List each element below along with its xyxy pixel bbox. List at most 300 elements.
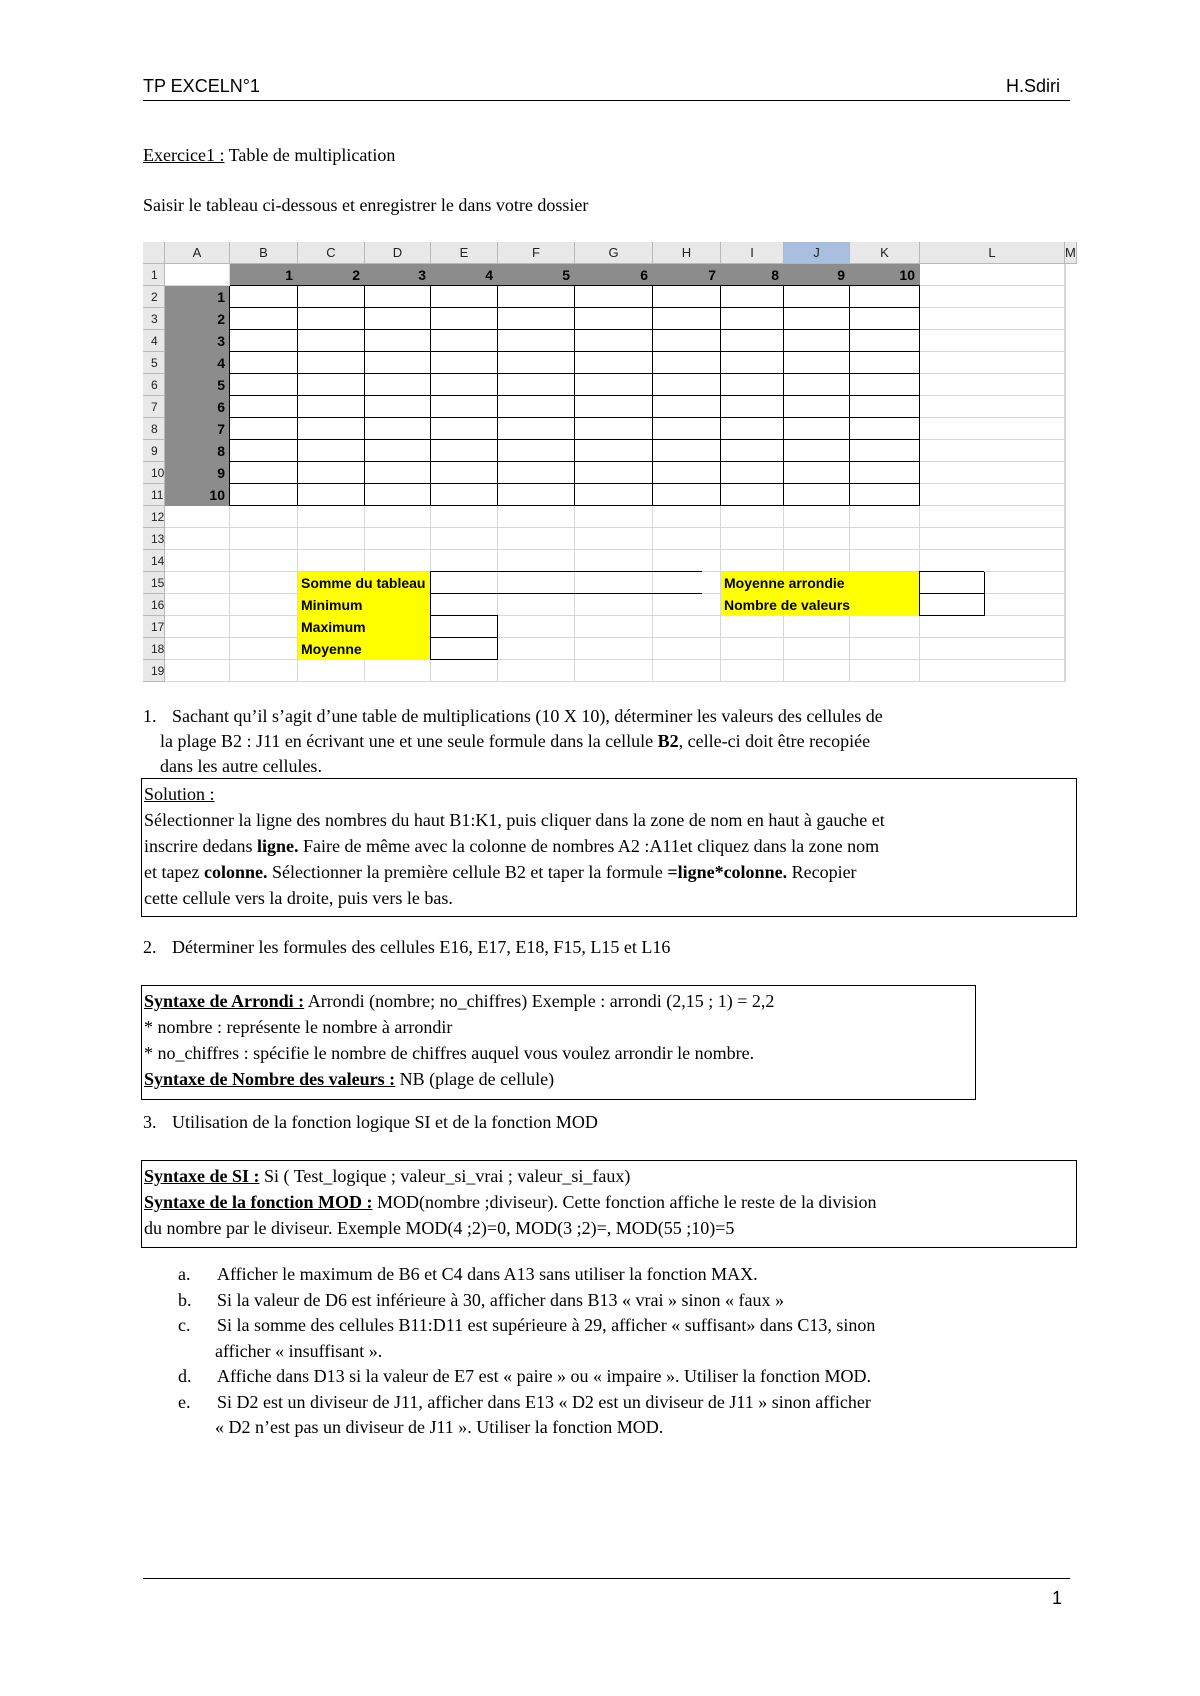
page-header (143, 72, 1070, 101)
grid-cell (721, 616, 784, 638)
grid-cell (498, 528, 575, 550)
column-header-m: M (1065, 242, 1077, 264)
row-number-cell: 4 (165, 352, 230, 374)
grid-cell (298, 660, 365, 682)
header-number-cell: 10 (850, 264, 920, 286)
grid-cell (850, 484, 920, 506)
grid-cell (431, 330, 498, 352)
grid-cell (653, 396, 721, 418)
si-line-1 (144, 1163, 1076, 1189)
table-border (430, 637, 498, 638)
grid-cell (850, 308, 920, 330)
spreadsheet-table (143, 242, 1076, 682)
nb-title: Syntaxe de Nombre des valeurs : (144, 1069, 396, 1089)
column-header-d: D (365, 242, 431, 264)
grid-cell (431, 484, 498, 506)
label-moyenne-arrondie: Moyenne arrondie (721, 572, 920, 594)
grid-cell (1065, 594, 1066, 616)
row-number-cell: 7 (165, 418, 230, 440)
solution-line-1: Sélectionner la ligne des nombres du haut B1:K1, puis cliquer dans la zone de nom en haut à gauche et (144, 810, 885, 830)
grid-cell (298, 484, 365, 506)
grid-cell (298, 506, 365, 528)
row-number-cell: 8 (165, 440, 230, 462)
grid-cell (784, 440, 850, 462)
grid-cell (431, 352, 498, 374)
grid-cell (165, 638, 230, 660)
table-border (497, 616, 498, 660)
grid-cell (575, 594, 653, 616)
grid-cell (230, 594, 298, 616)
grid-cell (431, 374, 498, 396)
row-header-19: 19 (143, 660, 165, 682)
grid-cell (1065, 308, 1066, 330)
task-letter: d. (178, 1366, 192, 1386)
mod-l2: MOD(nombre ;diviseur). Cette fonction affiche le reste de la division (372, 1192, 877, 1212)
task-letter: e. (178, 1391, 191, 1412)
grid-cell (721, 462, 784, 484)
grid-cell (920, 572, 1065, 594)
grid-cell (575, 418, 653, 440)
grid-cell (365, 506, 431, 528)
table-border (652, 286, 653, 506)
question-1-number: 1. (143, 706, 157, 726)
grid-cell (1065, 264, 1066, 286)
table-border (783, 286, 784, 506)
grid-cell (784, 330, 850, 352)
grid-cell (498, 374, 575, 396)
grid-cell (365, 352, 431, 374)
grid-cell (498, 506, 575, 528)
grid-cell (850, 660, 920, 682)
task-line: Affiche dans D13 si la valeur de E7 est « paire » ou « impaire ». Utiliser la fonction MOD. (217, 1366, 872, 1386)
grid-cell (498, 594, 575, 616)
solution-line-3 (144, 859, 1076, 885)
row-number-cell: 1 (165, 286, 230, 308)
grid-cell (575, 550, 653, 572)
grid-cell (653, 550, 721, 572)
grid-cell (575, 462, 653, 484)
column-header-j: J (784, 242, 850, 264)
mod-line-2 (144, 1189, 1076, 1215)
arrondi-title: Syntaxe de Arrondi : (144, 991, 305, 1011)
grid-cell (298, 352, 365, 374)
grid-cell (165, 594, 230, 616)
grid-cell (365, 418, 431, 440)
grid-cell (431, 418, 498, 440)
header-author: H.Sdiri (1005, 76, 1060, 96)
row-header-2: 2 (143, 286, 165, 308)
grid-cell (498, 308, 575, 330)
grid-cell (653, 286, 721, 308)
grid-cell (653, 616, 721, 638)
grid-cell (850, 528, 920, 550)
nb-l4: NB (plage de cellule) (395, 1069, 555, 1089)
grid-cell (498, 484, 575, 506)
grid-cell (498, 462, 575, 484)
grid-cell (920, 528, 1065, 550)
grid-cell (784, 616, 850, 638)
table-border (364, 286, 365, 506)
grid-cell (920, 396, 1065, 418)
grid-cell (1065, 374, 1066, 396)
grid-cell (850, 396, 920, 418)
column-header-l: L (920, 242, 1065, 264)
grid-cell (298, 308, 365, 330)
grid-cell (653, 484, 721, 506)
column-header-g: G (575, 242, 653, 264)
row-header-1: 1 (143, 264, 165, 286)
grid-cell (850, 330, 920, 352)
grid-cell (575, 308, 653, 330)
grid-cell (498, 440, 575, 462)
column-header-f: F (498, 242, 575, 264)
grid-cell (850, 638, 920, 660)
grid-cell (230, 308, 298, 330)
q1-bold-b2: B2 (657, 731, 679, 751)
row-header-12: 12 (143, 506, 165, 528)
table-border (720, 286, 721, 506)
grid-cell (431, 286, 498, 308)
grid-cell (165, 528, 230, 550)
row-number-cell: 6 (165, 396, 230, 418)
grid-cell (653, 528, 721, 550)
grid-cell (230, 286, 298, 308)
grid-cell (784, 308, 850, 330)
grid-cell (230, 550, 298, 572)
grid-cell (575, 396, 653, 418)
row-header-10: 10 (143, 462, 165, 484)
table-border (230, 483, 920, 484)
grid-cell (850, 616, 920, 638)
question-1-line-2 (160, 729, 870, 753)
grid-cell (230, 374, 298, 396)
grid-cell (431, 594, 498, 616)
grid-cell (1065, 352, 1066, 374)
solution-line-4: cette cellule vers la droite, puis vers le bas. (144, 888, 453, 908)
grid-cell (230, 528, 298, 550)
grid-cell (1065, 462, 1066, 484)
row-header-14: 14 (143, 550, 165, 572)
header-title: TP EXCELN°1 (143, 76, 260, 96)
table-border (919, 593, 984, 594)
header-number-cell: 9 (784, 264, 850, 286)
grid-cell (298, 550, 365, 572)
row-number-cell: 9 (165, 462, 230, 484)
table-border (230, 351, 920, 352)
column-header-e: E (431, 242, 498, 264)
row-header-17: 17 (143, 616, 165, 638)
solution-box (141, 778, 1077, 917)
arrondi-syntax-box (141, 985, 976, 1100)
grid-cell (431, 616, 498, 638)
table-border (230, 307, 920, 308)
task-letter: b. (178, 1289, 192, 1310)
grid-cell (1065, 660, 1066, 682)
grid-cell (653, 572, 721, 594)
mod-line-3: du nombre par le diviseur. Exemple MOD(4 ;2)=0, MOD(3 ;2)=, MOD(55 ;10)=5 (144, 1218, 735, 1238)
grid-cell (1065, 528, 1066, 550)
grid-cell (575, 440, 653, 462)
sol-l3c: Sélectionner la première cellule B2 et taper la formule (267, 862, 668, 882)
mod-title: Syntaxe de la fonction MOD : (144, 1192, 373, 1212)
grid-cell (365, 660, 431, 682)
table-border (919, 571, 984, 572)
grid-cell (653, 462, 721, 484)
grid-cell (920, 660, 1065, 682)
arrondi-line-2: * nombre : représente le nombre à arrondir (144, 1017, 453, 1037)
column-header-k: K (850, 242, 920, 264)
grid-cell (498, 396, 575, 418)
grid-cell (498, 352, 575, 374)
grid-cell (653, 660, 721, 682)
grid-cell (165, 572, 230, 594)
grid-cell (1065, 638, 1066, 660)
table-border (497, 286, 498, 506)
grid-cell (784, 374, 850, 396)
exercise-heading (143, 143, 395, 167)
task-letter: c. (178, 1315, 191, 1335)
sheet-corner (143, 242, 165, 264)
grid-cell (230, 462, 298, 484)
row-number-cell: 5 (165, 374, 230, 396)
row-number-cell: 2 (165, 308, 230, 330)
column-header-c: C (298, 242, 365, 264)
question-3-number: 3. (143, 1112, 157, 1132)
header-number-cell: 6 (575, 264, 653, 286)
grid-cell (1065, 418, 1066, 440)
grid-cell (298, 528, 365, 550)
grid-cell (721, 484, 784, 506)
grid-cell (431, 638, 498, 660)
table-border (430, 572, 431, 660)
grid-cell (721, 638, 784, 660)
grid-cell (230, 440, 298, 462)
column-header-i: I (721, 242, 784, 264)
grid-cell (850, 550, 920, 572)
grid-cell (920, 418, 1065, 440)
table-border (230, 505, 920, 506)
row-header-8: 8 (143, 418, 165, 440)
grid-cell (850, 286, 920, 308)
grid-cell (230, 330, 298, 352)
header-number-cell: 3 (365, 264, 431, 286)
grid-cell (1065, 572, 1066, 594)
task-letter: a. (178, 1264, 191, 1284)
question-2-text: Déterminer les formules des cellules E16, E17, E18, F15, L15 et L16 (172, 937, 671, 957)
table-border (230, 373, 920, 374)
grid-cell (784, 528, 850, 550)
sol-l3b: colonne. (203, 862, 268, 882)
si-mod-syntax-box (141, 1160, 1077, 1248)
grid-cell (784, 638, 850, 660)
grid-cell (1065, 506, 1066, 528)
grid-cell (575, 528, 653, 550)
table-border (230, 395, 920, 396)
grid-cell (365, 286, 431, 308)
grid-cell (920, 616, 1065, 638)
task-line: afficher « insuffisant ». (215, 1340, 383, 1361)
header-number-cell: 4 (431, 264, 498, 286)
sol-l3e: Recopier (787, 862, 857, 882)
row-header-18: 18 (143, 638, 165, 660)
grid-cell (575, 484, 653, 506)
table-border (919, 286, 920, 506)
grid-cell (575, 352, 653, 374)
grid-cell (165, 660, 230, 682)
grid-cell (230, 660, 298, 682)
table-border (849, 286, 850, 506)
grid-cell (230, 506, 298, 528)
grid-cell (298, 418, 365, 440)
solution-line-2 (144, 833, 1076, 859)
grid-cell (653, 374, 721, 396)
arrondi-line-3: * no_chiffres : spécifie le nombre de chiffres auquel vous voulez arrondir le nombre. (144, 1043, 755, 1063)
grid-cell (498, 418, 575, 440)
grid-cell (1065, 484, 1066, 506)
grid-cell (721, 418, 784, 440)
row-number-cell: 10 (165, 484, 230, 506)
grid-cell (575, 616, 653, 638)
question-3-text: Utilisation de la fonction logique SI et de la fonction MOD (172, 1112, 598, 1132)
grid-cell (575, 572, 653, 594)
grid-cell (920, 594, 1065, 616)
grid-cell (431, 396, 498, 418)
grid-cell (431, 660, 498, 682)
grid-cell (920, 308, 1065, 330)
grid-cell (920, 440, 1065, 462)
grid-cell (165, 550, 230, 572)
grid-cell (920, 374, 1065, 396)
grid-cell (850, 374, 920, 396)
exercise-label: Exercice1 : (143, 145, 225, 165)
grid-cell (498, 286, 575, 308)
grid-cell (298, 440, 365, 462)
grid-cell (784, 286, 850, 308)
grid-cell (653, 594, 721, 616)
question-2-number: 2. (143, 937, 157, 957)
grid-cell (920, 286, 1065, 308)
row-header-7: 7 (143, 396, 165, 418)
grid-cell (365, 308, 431, 330)
table-border (574, 286, 575, 506)
grid-cell (365, 396, 431, 418)
grid-cell (165, 264, 230, 286)
grid-cell (653, 308, 721, 330)
q1-text-c: , celle-ci doit être recopiée (678, 731, 871, 751)
grid-cell (920, 264, 1065, 286)
grid-cell (721, 550, 784, 572)
row-header-9: 9 (143, 440, 165, 462)
grid-cell (230, 638, 298, 660)
table-border (230, 461, 920, 462)
grid-cell (784, 550, 850, 572)
grid-cell (365, 550, 431, 572)
row-header-5: 5 (143, 352, 165, 374)
row-header-11: 11 (143, 484, 165, 506)
instruction-text: Saisir le tableau ci-dessous et enregistrer le dans votre dossier (143, 195, 589, 215)
grid-cell (298, 374, 365, 396)
header-number-cell: 8 (721, 264, 784, 286)
grid-cell (784, 396, 850, 418)
header-number-cell: 1 (230, 264, 298, 286)
question-1-line-1: Sachant qu’il s’agit d’une table de multiplications (10 X 10), déterminer les valeurs des cellules de (172, 706, 883, 726)
column-header-b: B (230, 242, 298, 264)
table-border (430, 571, 702, 572)
grid-cell (230, 418, 298, 440)
row-header-13: 13 (143, 528, 165, 550)
sol-l2a: inscrire dedans (144, 836, 257, 856)
grid-cell (1065, 550, 1066, 572)
grid-cell (784, 352, 850, 374)
label-minimum: Minimum (298, 594, 431, 616)
sol-l2c: Faire de même avec la colonne de nombres A2 :A11et cliquez dans la zone nom (298, 836, 880, 856)
arrondi-line-4 (144, 1066, 975, 1092)
grid-cell (498, 616, 575, 638)
grid-cell (920, 352, 1065, 374)
arrondi-line-1 (144, 988, 975, 1014)
row-header-3: 3 (143, 308, 165, 330)
grid-cell (850, 462, 920, 484)
table-border (430, 659, 498, 660)
grid-cell (431, 572, 498, 594)
grid-cell (230, 572, 298, 594)
grid-cell (721, 506, 784, 528)
grid-cell (920, 506, 1065, 528)
table-border (230, 329, 920, 330)
grid-cell (721, 440, 784, 462)
grid-cell (165, 506, 230, 528)
grid-cell (230, 396, 298, 418)
grid-cell (721, 352, 784, 374)
grid-cell (1065, 616, 1066, 638)
grid-cell (653, 506, 721, 528)
sol-l3d: =ligne*colonne. (667, 862, 788, 882)
grid-cell (920, 550, 1065, 572)
grid-cell (850, 352, 920, 374)
grid-cell (784, 418, 850, 440)
row-number-cell: 3 (165, 330, 230, 352)
grid-cell (575, 506, 653, 528)
grid-cell (721, 528, 784, 550)
grid-cell (230, 352, 298, 374)
grid-cell (431, 462, 498, 484)
header-number-cell: 2 (298, 264, 365, 286)
grid-cell (365, 528, 431, 550)
row-header-16: 16 (143, 594, 165, 616)
grid-cell (365, 374, 431, 396)
grid-cell (365, 484, 431, 506)
si-l1: Si ( Test_logique ; valeur_si_vrai ; valeur_si_faux) (259, 1166, 631, 1186)
grid-cell (230, 484, 298, 506)
table-border (430, 615, 498, 616)
grid-cell (431, 506, 498, 528)
grid-cell (298, 396, 365, 418)
table-border (230, 417, 920, 418)
grid-cell (920, 462, 1065, 484)
question-1-line-3: dans les autre cellules. (160, 756, 322, 776)
arrondi-l1: Arrondi (nombre; no_chiffres) Exemple : arrondi (2,15 ; 1) = 2,2 (304, 991, 775, 1011)
column-header-a: A (165, 242, 230, 264)
sol-l2b: ligne. (256, 836, 299, 856)
grid-cell (298, 462, 365, 484)
grid-cell (1065, 440, 1066, 462)
column-header-h: H (653, 242, 721, 264)
grid-cell (431, 550, 498, 572)
grid-cell (575, 374, 653, 396)
grid-cell (298, 330, 365, 352)
sol-l3a: et tapez (144, 862, 204, 882)
grid-cell (365, 462, 431, 484)
